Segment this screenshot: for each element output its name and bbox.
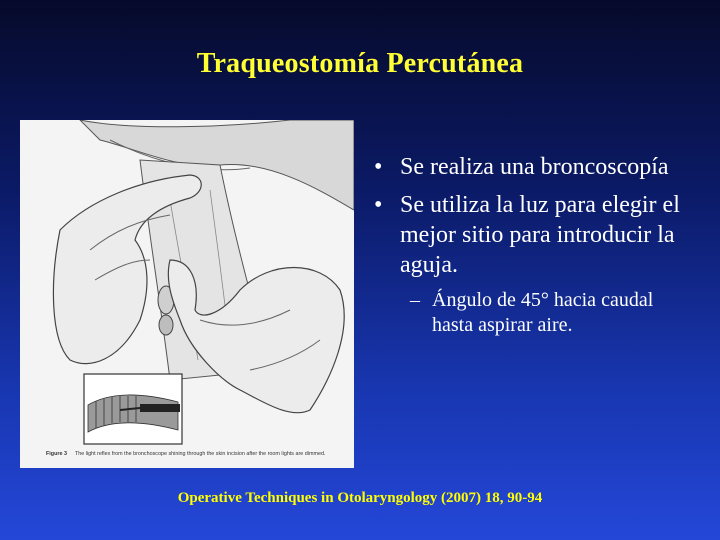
bullet-marker: •: [374, 192, 383, 218]
sub-bullet-marker: –: [410, 289, 420, 311]
medical-illustration: [20, 120, 354, 468]
bullet-marker: •: [374, 154, 383, 180]
sub-bullet-item: [372, 288, 692, 338]
figure-label: Figure 3: [46, 451, 67, 457]
bullet-text: Se realiza una broncoscopía: [400, 154, 669, 180]
slide-title: Traqueostomía Percutánea: [196, 48, 524, 79]
bullet-list: [372, 152, 692, 338]
citation: Operative Techniques in Otolaryngology (2007) 18, 90-94: [177, 490, 543, 506]
figure-caption: [46, 451, 346, 457]
bullet-item: [372, 152, 692, 182]
bullet-item: [372, 190, 692, 280]
bullet-text: Se utiliza la luz para elegir el mejor sitio para introducir la aguja.: [400, 192, 680, 278]
figure-caption-text: The light reflex from the bronchoscope shining through the skin incision after the room lights are dimmed.: [74, 451, 326, 457]
sub-bullet-text: Ángulo de 45° hacia caudal hasta aspirar aire.: [432, 289, 654, 336]
tracheostomy-drawing: [20, 120, 354, 468]
